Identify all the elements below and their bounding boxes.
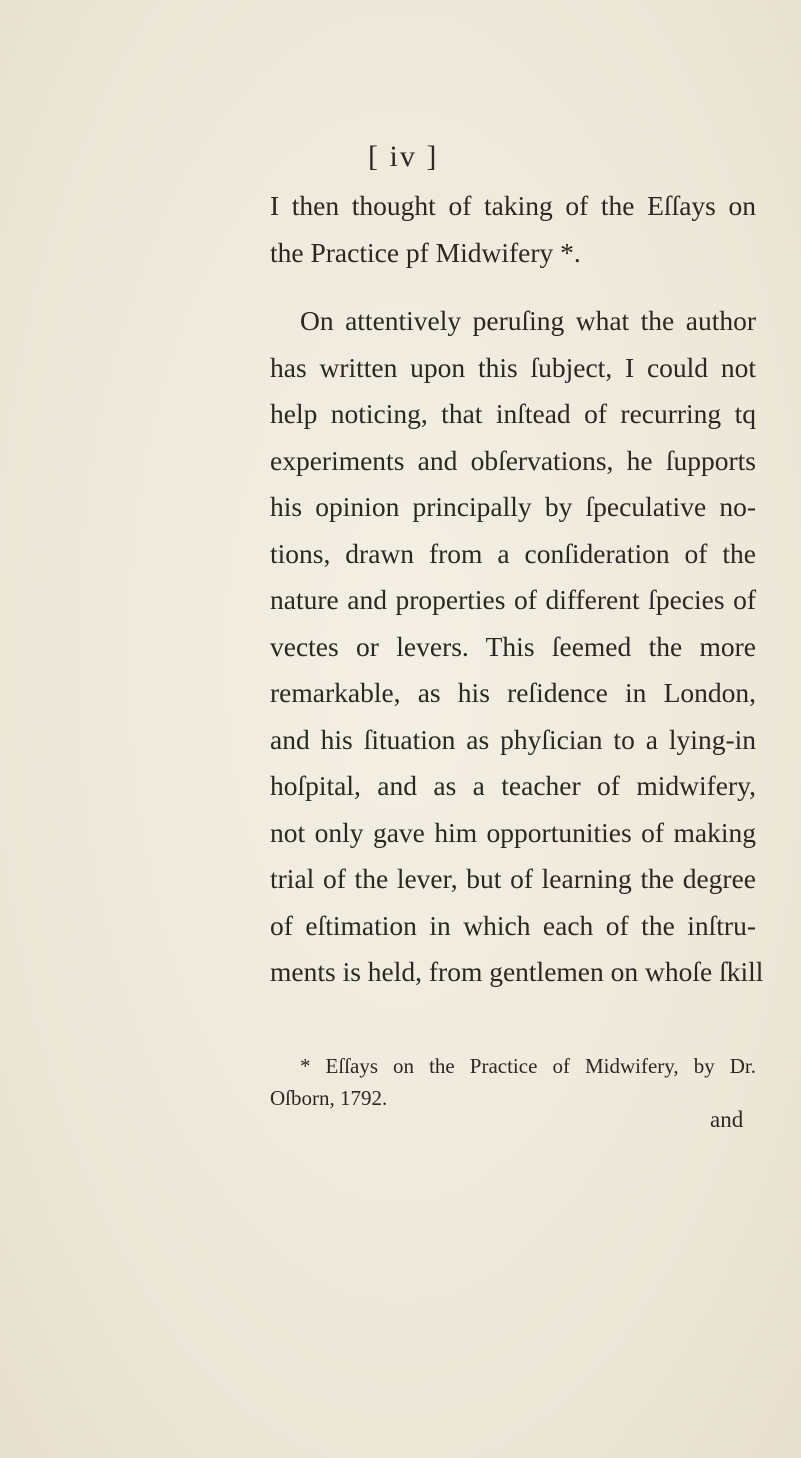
text-line: remarkable, as his reſidence in London, xyxy=(270,677,756,708)
text-line: has written upon this ſubject, I could not xyxy=(270,351,756,383)
text-line: help noticing, that inſtead of recurring tq xyxy=(270,398,756,429)
text-line: and his ſituation as phyſician to a lying-in xyxy=(270,723,756,755)
text-line: ments is held, from gentlemen on whoſe ſkill xyxy=(270,956,764,987)
text-line: nature and properties of different ſpecies of xyxy=(270,584,756,615)
text-line: the Practice pf Midwifery *. xyxy=(270,236,581,268)
paragraph-gap xyxy=(270,276,756,298)
text-line: vectes or levers. This ſeemed the more xyxy=(270,630,756,662)
text-line: On attentively peruſing what the author xyxy=(300,305,756,336)
footnote-line: Oſborn, 1792. xyxy=(270,1086,388,1110)
text-line: of eſtimation in which each of the inſtru- xyxy=(270,909,756,941)
text-line: hoſpital, and as a teacher of midwifery, xyxy=(270,770,756,801)
text-line: trial of the lever, but of learning the degree xyxy=(270,863,756,894)
text-line: experiments and obſervations, he ſupports xyxy=(270,444,756,476)
body-text xyxy=(270,183,764,996)
text-line: not only gave him opportunities of making xyxy=(270,816,756,848)
text-line: his opinion principally by ſpeculative no- xyxy=(270,491,756,522)
footnote-line: * Eſſays on the Practice of Midwifery, by Dr. xyxy=(300,1054,756,1078)
text-line: I then thought of taking of the Eſſays on xyxy=(270,190,756,221)
page-number-header: [ iv ] xyxy=(368,140,439,173)
text-line: tions, drawn from a conſideration of the xyxy=(270,537,756,569)
catchword: and xyxy=(710,1107,744,1132)
footnote xyxy=(270,1050,756,1114)
